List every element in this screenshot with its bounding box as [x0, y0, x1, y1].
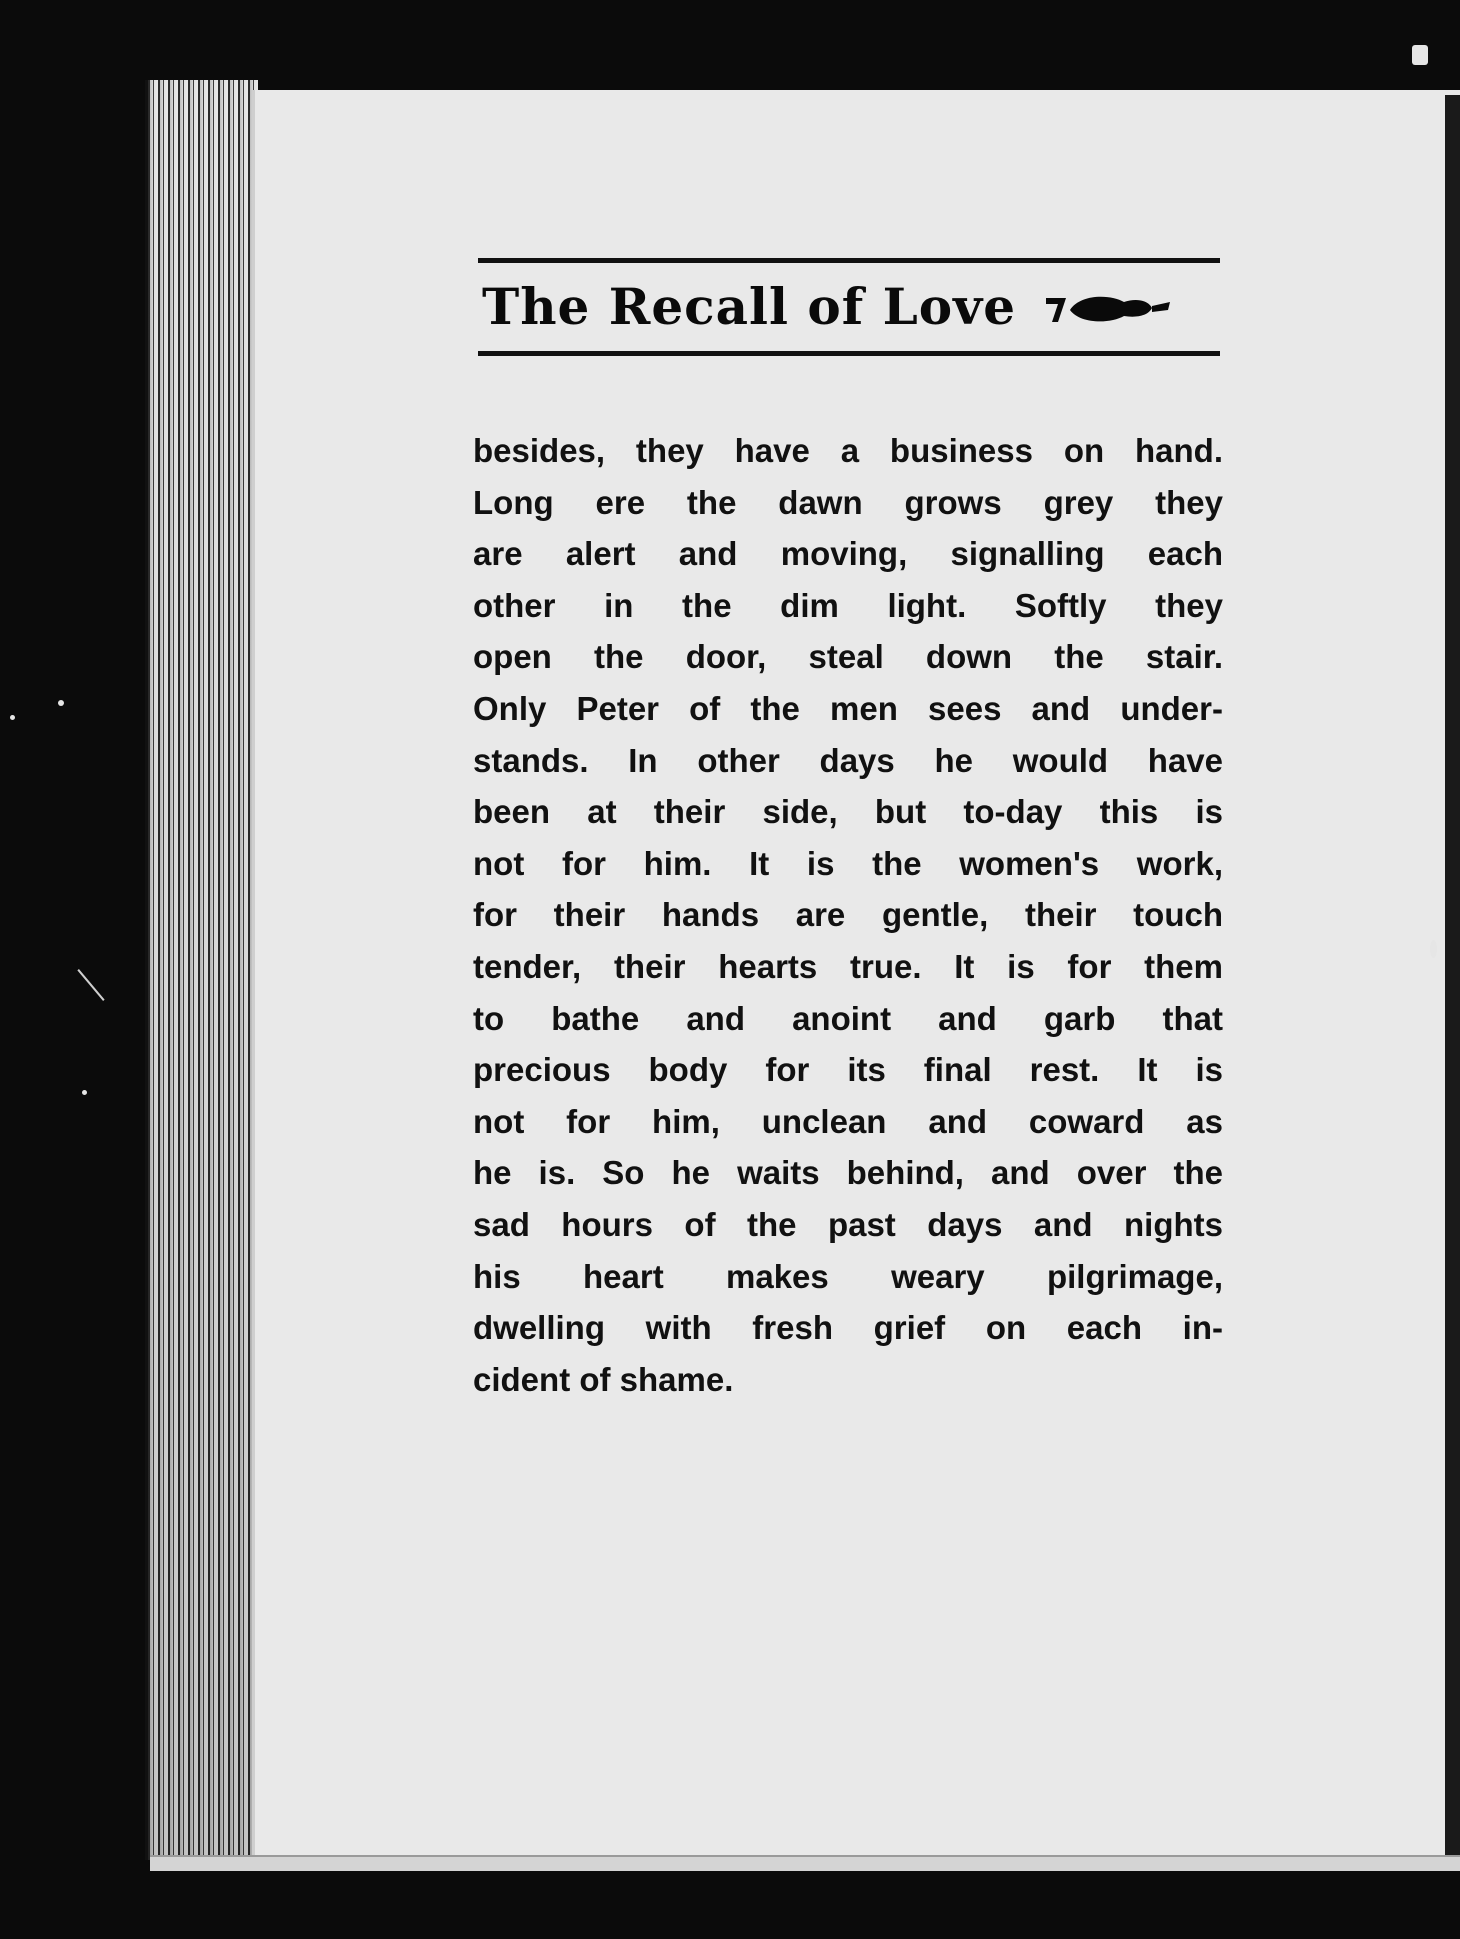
text-line: not for him, unclean and coward as	[473, 1102, 1223, 1140]
text-line: for their hands are gentle, their touch	[473, 896, 1223, 934]
text-line: Only Peter of the men sees and under-	[473, 689, 1223, 727]
page-bottom-edge	[150, 1855, 1460, 1871]
scan-speck	[10, 715, 15, 720]
text-line: other in the dim light. Softly they	[473, 586, 1223, 624]
running-head-top-rule	[478, 258, 1220, 263]
text-line: besides, they have a business on hand.	[473, 432, 1223, 469]
pointing-hand-icon	[1040, 288, 1180, 328]
scan-speck	[82, 1090, 87, 1095]
text-line: been at their side, but to-day this is	[473, 793, 1223, 831]
text-line: sad hours of the past days and nights	[473, 1205, 1223, 1243]
text-line: cident of shame.	[473, 1360, 734, 1398]
scan-speck	[1412, 45, 1428, 65]
text-line: not for him. It is the women's work,	[473, 844, 1223, 882]
text-line: stands. In other days he would have	[473, 741, 1223, 779]
running-head-title: The Recall of Love	[482, 277, 1017, 336]
scan-scratch	[77, 969, 104, 1001]
scan-speck	[1430, 940, 1437, 958]
body-text	[473, 425, 1223, 1405]
text-line: his heart makes weary pilgrimage,	[473, 1257, 1223, 1295]
scan-speck	[58, 700, 64, 706]
running-head-bottom-rule	[478, 351, 1220, 356]
scan-right-edge	[1445, 95, 1460, 1855]
text-line: he is. So he waits behind, and over the	[473, 1154, 1223, 1192]
text-line: open the door, steal down the stair.	[473, 638, 1223, 676]
text-line: dwelling with fresh grief on each in-	[473, 1309, 1223, 1347]
text-line: tender, their hearts true. It is for them	[473, 947, 1223, 985]
text-line: to bathe and anoint and garb that	[473, 999, 1223, 1037]
text-line: are alert and moving, signalling each	[473, 535, 1223, 573]
text-line: precious body for its final rest. It is	[473, 1051, 1223, 1089]
page-edges	[145, 80, 258, 1860]
text-line: Long ere the dawn grows grey they	[473, 483, 1223, 521]
